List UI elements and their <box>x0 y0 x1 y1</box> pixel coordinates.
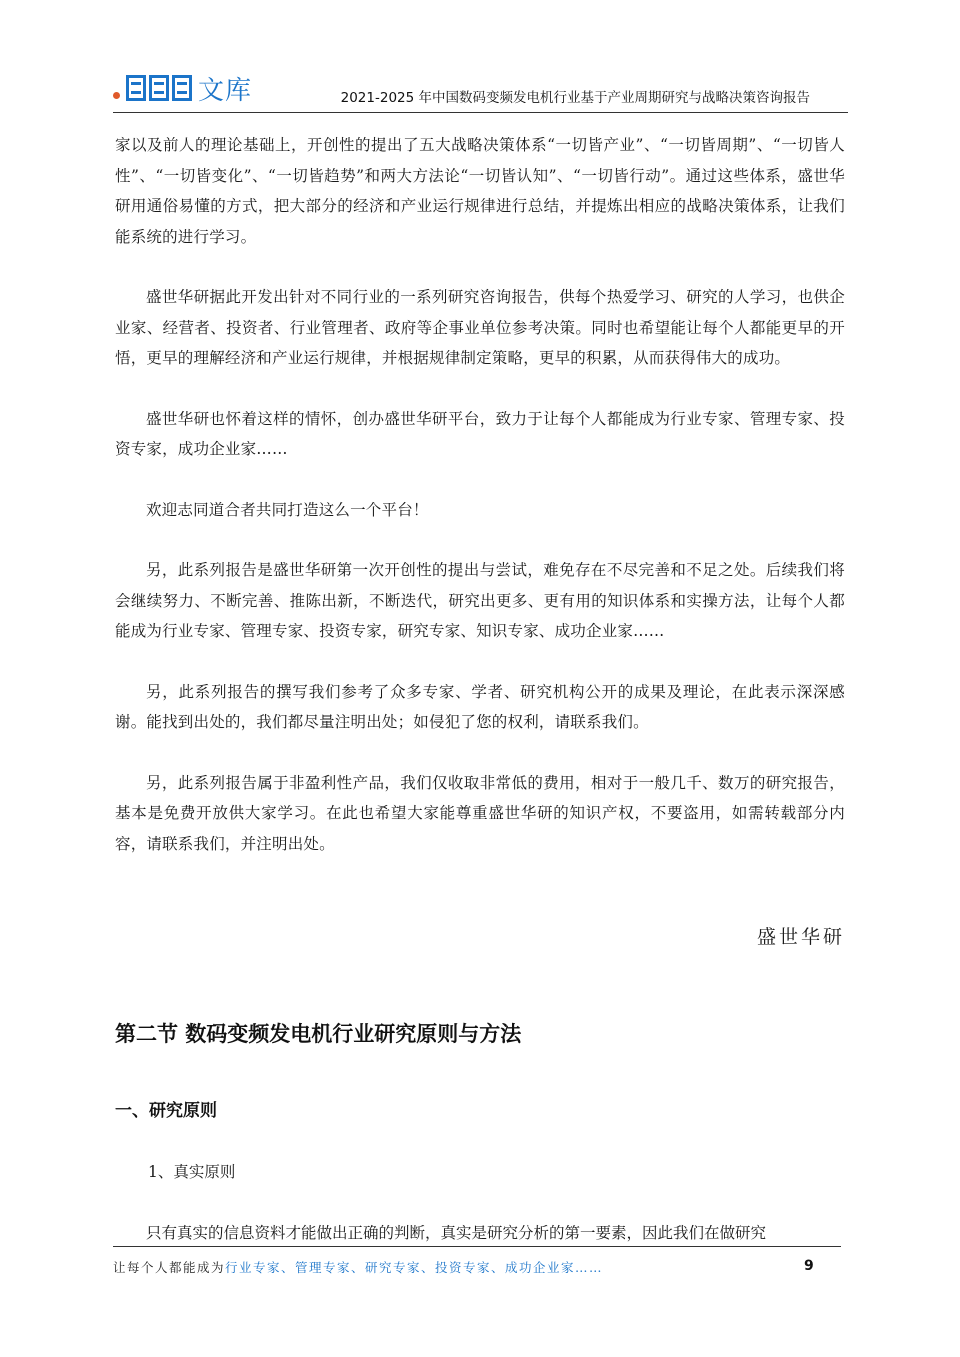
logo-mark-icon <box>113 75 192 101</box>
logo-text: 文库 <box>198 75 253 106</box>
paragraph-continued: 只有真实的信息资料才能做出正确的判断，真实是研究分析的第一要素，因此我们在做研究 <box>146 1224 767 1242</box>
paragraph: 欢迎志同道合者共同打造这么一个平台！ <box>146 500 429 519</box>
paragraph: 盛世华研也怀着这样的情怀，创办盛世华研平台，致力于让每个人都能成为行业专家、管理专家、投资专家，成功企业家…… <box>115 409 845 458</box>
footer-divider <box>113 1246 841 1247</box>
section-title: 第二节 数码变频发电机行业研究原则与方法 <box>115 1022 522 1046</box>
signature: 盛世华研 <box>756 926 845 948</box>
body-text <box>115 130 845 889</box>
paragraph: 盛世华研据此开发出针对不同行业的一系列研究咨询报告，供每个热爱学习、研究的人学习，也供企业家、经营者、投资者、行业管理者、政府等企事业单位参考决策。同时也希望能让每个人都能更早的开悟，更早的理解经济和产业运行规律，并根据规律制定策略，更早的积累，从而获得伟大的成功。 <box>115 288 845 367</box>
page-header <box>113 68 848 113</box>
paragraph: 另，此系列报告属于非盈利性产品，我们仅收取非常低的费用，相对于一般几千、数万的研究报告，基本是免费开放供大家学习。在此也希望大家能尊重盛世华研的知识产权，不要盗用，如需转载部分内容，请联系我们，并注明出处。 <box>115 773 845 853</box>
logo <box>113 70 252 106</box>
subsection-title: 一、研究原则 <box>115 1101 217 1121</box>
report-title: 2021-2025 年中国数码变频发电机行业基于产业周期研究与战略决策咨询报告 <box>340 90 810 106</box>
page-number: 9 <box>804 1258 814 1274</box>
paragraph: 家以及前人的理论基础上，开创性的提出了五大战略决策体系“一切皆产业”、“一切皆周期”、“一切皆人性”、“一切皆变化”、“一切皆趋势”和两大方法论“一切皆认知”、“一切皆行动”。通过这些体系，盛世华研用通俗易懂的方式，把大部分的经济和产业运行规律进行总结，并提炼出相应的战略决策体系，让我们能系统的进行学习。 <box>115 136 845 246</box>
page-footer <box>113 1258 823 1276</box>
footer-roles: 行业专家、管理专家、研究专家、投资专家、成功企业家…… <box>225 1260 604 1275</box>
paragraph: 另，此系列报告的撰写我们参考了众多专家、学者、研究机构公开的成果及理论，在此表示深深感谢。能找到出处的，我们都尽量注明出处；如侵犯了您的权利，请联系我们。 <box>115 682 845 731</box>
paragraph: 另，此系列报告是盛世华研第一次开创性的提出与尝试，难免存在不尽完善和不足之处。后续我们将会继续努力、不断完善、推陈出新，不断迭代，研究出更多、更有用的知识体系和实操方法，让每个人都能成为行业专家、管理专家、投资专家，研究专家、知识专家、成功企业家…… <box>115 561 845 640</box>
footer-lead: 让每个人都能成为 <box>113 1260 226 1275</box>
item-title: 1、真实原则 <box>148 1163 236 1181</box>
